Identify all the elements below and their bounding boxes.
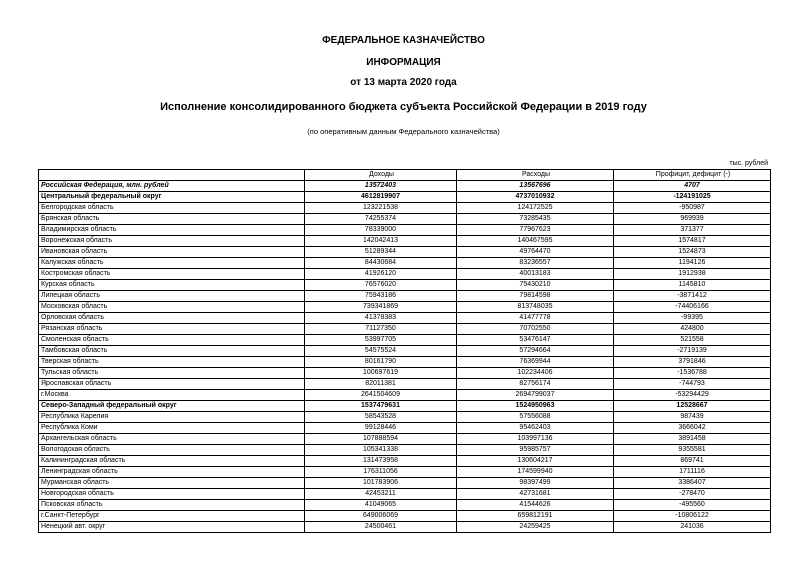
expense-cell: 83236557	[457, 258, 614, 269]
income-cell: 41926120	[305, 269, 457, 280]
income-cell: 176311056	[305, 467, 457, 478]
balance-cell: -278470	[614, 489, 771, 500]
table-row	[39, 346, 771, 357]
income-cell: 41378383	[305, 313, 457, 324]
region-name: Орловская область	[39, 313, 305, 324]
income-cell: 78339000	[305, 225, 457, 236]
balance-cell: -495560	[614, 500, 771, 511]
table-row	[39, 313, 771, 324]
balance-cell: 241036	[614, 522, 771, 533]
income-cell: 142042413	[305, 236, 457, 247]
region-name: Костромская область	[39, 269, 305, 280]
expense-cell: 140467595	[457, 236, 614, 247]
expense-cell: 70702550	[457, 324, 614, 335]
balance-cell: 1145810	[614, 280, 771, 291]
balance-cell: -2719139	[614, 346, 771, 357]
balance-cell: -744793	[614, 379, 771, 390]
income-cell: 84430684	[305, 258, 457, 269]
region-name: г.Санкт-Петербург	[39, 511, 305, 522]
income-cell: 1537479631	[305, 401, 457, 412]
expense-cell: 57556088	[457, 412, 614, 423]
table-row	[39, 192, 771, 203]
region-name: Курская область	[39, 280, 305, 291]
expense-cell: 82756174	[457, 379, 614, 390]
expense-cell: 77967623	[457, 225, 614, 236]
column-header-balance: Профицит, дефицит (-)	[614, 170, 771, 181]
region-name: Архангельская область	[39, 434, 305, 445]
table-row	[39, 379, 771, 390]
table-row	[39, 423, 771, 434]
balance-cell: 969939	[614, 214, 771, 225]
income-cell: 13572403	[305, 181, 457, 192]
expense-cell: 13567696	[457, 181, 614, 192]
expense-cell: 813748035	[457, 302, 614, 313]
expense-cell: 98397499	[457, 478, 614, 489]
income-cell: 107888594	[305, 434, 457, 445]
region-name: Вологодская область	[39, 445, 305, 456]
table-row	[39, 258, 771, 269]
income-cell: 739341869	[305, 302, 457, 313]
expense-cell: 41544626	[457, 500, 614, 511]
balance-cell: 1524873	[614, 247, 771, 258]
table-body	[39, 181, 771, 533]
region-name: Ленинградская область	[39, 467, 305, 478]
income-cell: 99128446	[305, 423, 457, 434]
table-row	[39, 500, 771, 511]
region-name: Новгородская область	[39, 489, 305, 500]
income-cell: 101783906	[305, 478, 457, 489]
balance-cell: 1574817	[614, 236, 771, 247]
region-name: Брянская область	[39, 214, 305, 225]
table-row	[39, 357, 771, 368]
balance-cell: -1536788	[614, 368, 771, 379]
balance-cell: -124191025	[614, 192, 771, 203]
expense-cell: 24259425	[457, 522, 614, 533]
region-name: Ненецкий авт. округ	[39, 522, 305, 533]
column-header-income: Доходы	[305, 170, 457, 181]
report-subtitle: (по оперативным данным Федерального казначейства)	[307, 127, 500, 136]
income-cell: 80161790	[305, 357, 457, 368]
region-name: Ивановская область	[39, 247, 305, 258]
balance-cell: 371377	[614, 225, 771, 236]
balance-cell: -950987	[614, 203, 771, 214]
income-cell: 71127350	[305, 324, 457, 335]
region-name: Смоленская область	[39, 335, 305, 346]
table-row	[39, 412, 771, 423]
table-row	[39, 269, 771, 280]
income-cell: 105341338	[305, 445, 457, 456]
expense-cell: 103997136	[457, 434, 614, 445]
income-cell: 76576020	[305, 280, 457, 291]
expense-cell: 124172525	[457, 203, 614, 214]
region-name: Северо-Западный федеральный округ	[39, 401, 305, 412]
income-cell: 51289344	[305, 247, 457, 258]
income-cell: 58543528	[305, 412, 457, 423]
balance-cell: 987439	[614, 412, 771, 423]
income-cell: 24500461	[305, 522, 457, 533]
balance-cell: 424800	[614, 324, 771, 335]
region-name: Владимирская область	[39, 225, 305, 236]
income-cell: 41049065	[305, 500, 457, 511]
region-name: Тульская область	[39, 368, 305, 379]
expense-cell: 659812191	[457, 511, 614, 522]
expense-cell: 2694799037	[457, 390, 614, 401]
table-row	[39, 522, 771, 533]
income-cell: 649006069	[305, 511, 457, 522]
region-name: Псковская область	[39, 500, 305, 511]
column-header-name	[39, 170, 305, 181]
expense-cell: 174599940	[457, 467, 614, 478]
expense-cell: 102234406	[457, 368, 614, 379]
table-row	[39, 478, 771, 489]
region-name: Калининградская область	[39, 456, 305, 467]
expense-cell: 40013183	[457, 269, 614, 280]
balance-cell: 1912938	[614, 269, 771, 280]
balance-cell: 12528667	[614, 401, 771, 412]
balance-cell: -74406166	[614, 302, 771, 313]
region-name: Центральный федеральный округ	[39, 192, 305, 203]
table-row	[39, 247, 771, 258]
income-cell: 42453211	[305, 489, 457, 500]
expense-cell: 73285435	[457, 214, 614, 225]
balance-cell: 1711116	[614, 467, 771, 478]
table-row	[39, 489, 771, 500]
table-row	[39, 335, 771, 346]
balance-cell: 9355581	[614, 445, 771, 456]
expense-cell: 95985757	[457, 445, 614, 456]
balance-cell: 869741	[614, 456, 771, 467]
region-name: Тверская область	[39, 357, 305, 368]
table-row	[39, 467, 771, 478]
table-row	[39, 302, 771, 313]
income-cell: 131473958	[305, 456, 457, 467]
income-cell: 53997705	[305, 335, 457, 346]
table-row	[39, 225, 771, 236]
balance-cell: 3666042	[614, 423, 771, 434]
expense-cell: 4737010932	[457, 192, 614, 203]
region-name: Московская область	[39, 302, 305, 313]
expense-cell: 76369944	[457, 357, 614, 368]
table-row	[39, 456, 771, 467]
balance-cell: 3891458	[614, 434, 771, 445]
balance-cell: 3386407	[614, 478, 771, 489]
table-row	[39, 445, 771, 456]
doc-type-heading: ИНФОРМАЦИЯ	[366, 57, 441, 68]
units-label: тыс. рублей	[729, 160, 768, 167]
table-row	[39, 390, 771, 401]
region-name: Калужская область	[39, 258, 305, 269]
region-name: Воронежская область	[39, 236, 305, 247]
balance-cell: -99395	[614, 313, 771, 324]
table-row	[39, 280, 771, 291]
expense-cell: 53476147	[457, 335, 614, 346]
report-title: Исполнение консолидированного бюджета субъекта Российской Федерации в 2019 году	[160, 101, 647, 113]
budget-table	[38, 169, 771, 533]
table-row	[39, 434, 771, 445]
table-row	[39, 368, 771, 379]
doc-date: от 13 марта 2020 года	[350, 77, 457, 88]
expense-cell: 57294664	[457, 346, 614, 357]
table-row	[39, 324, 771, 335]
column-header-expense: Расходы	[457, 170, 614, 181]
table-row	[39, 181, 771, 192]
table-row	[39, 214, 771, 225]
balance-cell: -10806122	[614, 511, 771, 522]
table-row	[39, 236, 771, 247]
balance-cell: 521558	[614, 335, 771, 346]
table-row	[39, 203, 771, 214]
table-row	[39, 401, 771, 412]
region-name: г.Москва	[39, 390, 305, 401]
balance-cell: 3791846	[614, 357, 771, 368]
balance-cell: 4707	[614, 181, 771, 192]
balance-cell: -53294429	[614, 390, 771, 401]
table-header-row	[39, 170, 771, 181]
expense-cell: 95462403	[457, 423, 614, 434]
income-cell: 74255374	[305, 214, 457, 225]
region-name: Мурманская область	[39, 478, 305, 489]
income-cell: 123221538	[305, 203, 457, 214]
region-name: Липецкая область	[39, 291, 305, 302]
expense-cell: 75430210	[457, 280, 614, 291]
org-title: ФЕДЕРАЛЬНОЕ КАЗНАЧЕЙСТВО	[322, 35, 485, 46]
balance-cell: -3871412	[614, 291, 771, 302]
region-name: Тамбовская область	[39, 346, 305, 357]
income-cell: 100697619	[305, 368, 457, 379]
income-cell: 54575524	[305, 346, 457, 357]
region-name: Российская Федерация, млн. рублей	[39, 181, 305, 192]
income-cell: 4612819907	[305, 192, 457, 203]
expense-cell: 42731681	[457, 489, 614, 500]
income-cell: 75943186	[305, 291, 457, 302]
region-name: Рязанская область	[39, 324, 305, 335]
table-row	[39, 511, 771, 522]
table-row	[39, 291, 771, 302]
income-cell: 2641504609	[305, 390, 457, 401]
income-cell: 82011381	[305, 379, 457, 390]
balance-cell: 1194126	[614, 258, 771, 269]
expense-cell: 1524950963	[457, 401, 614, 412]
region-name: Белгородская область	[39, 203, 305, 214]
expense-cell: 79814598	[457, 291, 614, 302]
region-name: Республика Карелия	[39, 412, 305, 423]
region-name: Республика Коми	[39, 423, 305, 434]
expense-cell: 41477778	[457, 313, 614, 324]
expense-cell: 49764470	[457, 247, 614, 258]
region-name: Ярославская область	[39, 379, 305, 390]
expense-cell: 130604217	[457, 456, 614, 467]
